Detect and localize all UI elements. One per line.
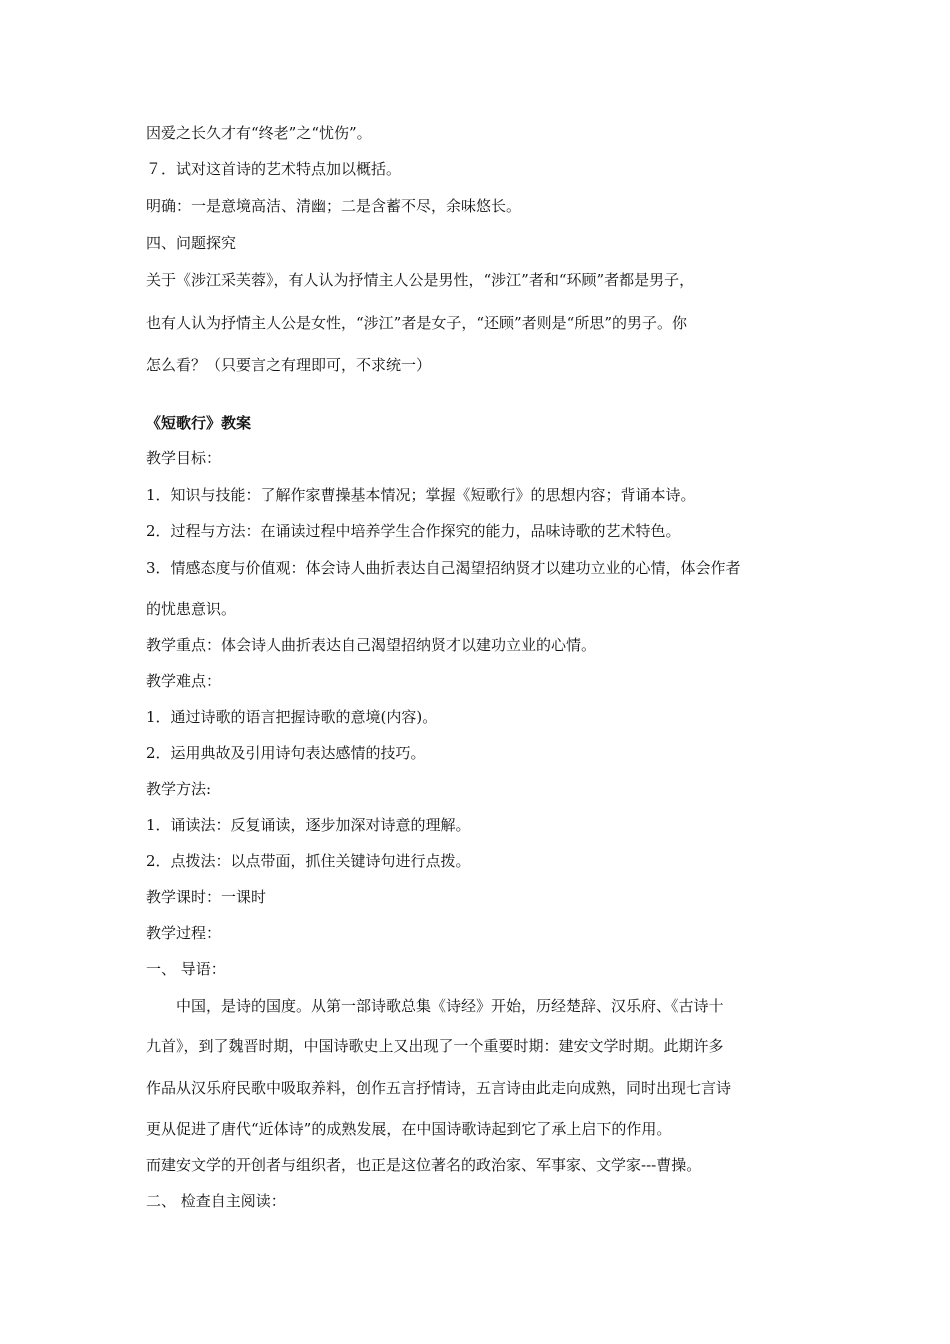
- list-item: 2．点拨法：以点带面，抓住关键诗句进行点拨。: [146, 852, 471, 870]
- paragraph-line: 也有人认为抒情主人公是女性，“涉江”者是女子，“还顾”者则是“所思”的男子。你: [146, 314, 688, 332]
- paragraph-line: 作品从汉乐府民歌中吸取养料，创作五言抒情诗，五言诗由此走向成熟，同时出现七言诗: [146, 1079, 732, 1097]
- question-7: ７．试对这首诗的艺术特点加以概括。: [146, 160, 402, 178]
- subheading: 教学课时：一课时: [146, 888, 267, 906]
- paragraph-line: 九首》，到了魏晋时期，中国诗歌史上又出现了一个重要时期：建安文学时期。此期许多: [146, 1037, 724, 1055]
- paragraph-line: 中国，是诗的国度。从第一部诗歌总集《诗经》开始，历经楚辞、汉乐府、《古诗十: [176, 997, 724, 1015]
- paragraph-line: 关于《涉江采芙蓉》，有人认为抒情主人公是男性，“涉江”者和“环顾”者都是男子，: [146, 271, 695, 289]
- list-item: 3．情感态度与价值观：体会诗人曲折表达自己渴望招纳贤才以建功立业的心情，体会作者: [146, 559, 741, 577]
- paragraph-line: 因爱之长久才有“终老”之“忧伤”。: [146, 124, 372, 142]
- subheading: 教学难点：: [146, 672, 222, 690]
- list-item: 2．过程与方法：在诵读过程中培养学生合作探究的能力，品味诗歌的艺术特色。: [146, 522, 681, 540]
- list-item: 2．运用典故及引用诗句表达感情的技巧。: [146, 744, 426, 762]
- list-item: 1．知识与技能：了解作家曹操基本情况；掌握《短歌行》的思想内容；背诵本诗。: [146, 486, 696, 504]
- section-heading: 四、问题探究: [146, 234, 237, 252]
- paragraph-line: 怎么看？（只要言之有理即可，不求统一）: [146, 356, 432, 374]
- subheading: 教学过程：: [146, 924, 222, 942]
- subheading: 教学方法:: [146, 780, 212, 798]
- list-item: 1．诵读法：反复诵读，逐步加深对诗意的理解。: [146, 816, 471, 834]
- lesson-title: 《短歌行》教案: [146, 414, 252, 432]
- list-item: 1．通过诗歌的语言把握诗歌的意境(内容)。: [146, 708, 438, 726]
- paragraph-line: 而建安文学的开创者与组织者，也正是这位著名的政治家、军事家、文学家---曹操。: [146, 1156, 702, 1174]
- section-heading: 一、 导语：: [146, 960, 226, 978]
- subheading: 教学目标：: [146, 449, 222, 467]
- section-heading: 二、 检查自主阅读：: [146, 1192, 286, 1210]
- subheading: 教学重点：体会诗人曲折表达自己渴望招纳贤才以建功立业的心情。: [146, 636, 597, 654]
- answer-line: 明确：一是意境高洁、清幽；二是含蓄不尽，余味悠长。: [146, 197, 522, 215]
- paragraph-line: 更从促进了唐代“近体诗”的成熟发展，在中国诗歌诗起到它了承上启下的作用。: [146, 1120, 672, 1138]
- list-item-continued: 的忧患意识。: [146, 600, 237, 618]
